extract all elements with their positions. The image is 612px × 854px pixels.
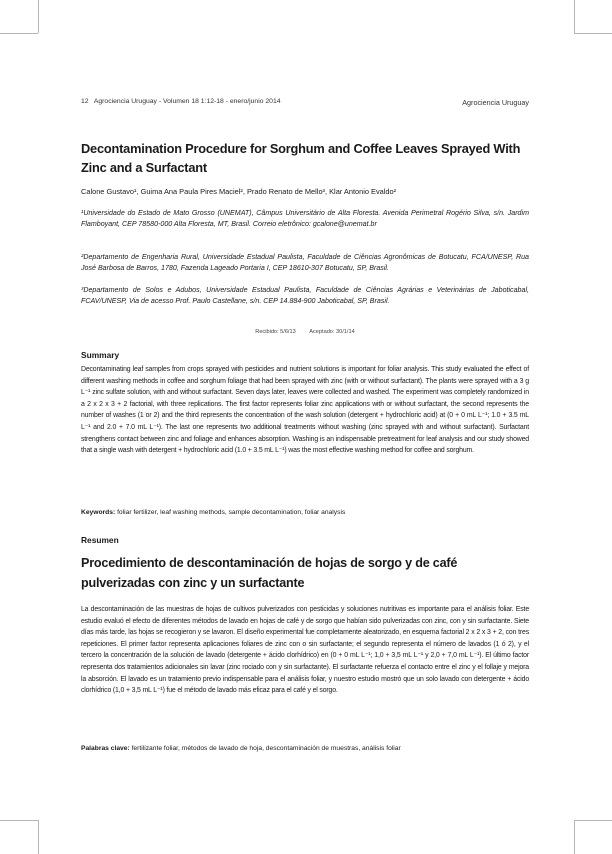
palabras-clave-line (81, 745, 529, 752)
palabras-clave-text: fertilizante foliar, métodos de lavado de hoja, descontaminación de muestras, análisis foliar (131, 745, 401, 752)
keywords-line (81, 509, 529, 516)
affiliation-2: ²Departamento de Engenharia Rural, Universidade Estadual Paulista, Faculdade de Ciências Agronômicas de Botucatu, FCA/UNESP, Rua José Barbosa de Barros, 1780, Fazenda Lageado Portaria I, CEP 18610-307 Botucatu, SP, Brasil. (81, 253, 529, 272)
publication-dates (81, 329, 529, 335)
accepted-date: Aceptado: 30/1/14 (309, 329, 355, 335)
resumen-text: La descontaminación de las muestras de hojas de cultivos pulverizados con pesticidas y soluciones nutritivas es importante para el análisis foliar. Este estudio evaluó el efecto de diferentes métodos de lavado en hojas de café y de sorgo que habían sido pulverizadas con zinc, con y sin surfactante. Siete días más tarde, las hojas se recogieron y se lavaron. El diseño experimental fue completamente aleatorizado, en esquema factorial 2 x 2 x 3 + 2, con tres repeticiones. El primer factor representa aplicaciones foliares de zinc con o sin surfactante; el segundo representa el número de lavados (1 ó 2), y el tercero la concentración de la solución de lavado (detergente + ácido clorhídrico) en (0 + 0 mL L⁻¹; 1,0 + 3,5 mL L⁻¹ y 2,0 + 7,0 mL L⁻¹). El último factor representa dos tratamientos adicionales sin lavar (zinc rociado con y sin surfactante). El surfactante refuerza el contacto entre el zinc y el follaje y mejora la absorción. El lavado es un tratamiento previo indispensable para el análisis foliar, y nuestro estudio mostró que un solo lavado con detergente + ácido clorhídrico (1,0 + 3,5 mL L⁻¹) fue el método de lavado más eficaz para el café y el sorgo. (81, 606, 529, 695)
crop-mark-bottom-right-h (574, 820, 612, 821)
crop-mark-top-left-h (0, 33, 38, 34)
paper-title: Decontamination Procedure for Sorghum and Coffee Leaves Sprayed With Zinc and a Surfactant (81, 141, 521, 175)
crop-mark-bottom-left-h (0, 820, 38, 821)
resumen-heading: Resumen (81, 535, 119, 545)
summary-text: Decontaminating leaf samples from crops sprayed with pesticides and nutrient solutions is important for foliar analysis. This study evaluated the effect of different washing methods in coffee and sorghum foliage that had been sprayed with zinc (with or without surfactant). The plants were sprayed with a 3 g L⁻¹ zinc sulfate solution, with and without surfactant. Seven days later, leaves were collected and washed. The experiment was completely randomized in a 2 x 2 x 3 + 2 factorial, with three replications. The first factor represents foliar zinc applications with or without surfactant, the second represents the number of washes (1 or 2) and the third represents the concentration of the wash solution (detergent + hydrochloric acid) at (0 + 0 mL L⁻¹; 1.0 + 3.5 mL L⁻¹ and 2.0 + 7.0 mL L⁻¹). The last one represents two additional treatments without washing (zinc sprayed with and without surfactant). Surfactant strengthens contact between zinc and foliage and enhances absorption. Washing is an indispensable pretreatment for leaf analysis and our study showed that a single wash with detergent + hydrochloric acid (1.0 + 3.5 mL L⁻¹) was the most effective washing method for coffee and sorghum. (81, 366, 529, 455)
resumen-title: Procedimiento de descontaminación de hojas de sorgo y de café pulverizadas con zinc y un surfactante (81, 556, 458, 590)
palabras-clave-label: Palabras clave: (81, 745, 130, 752)
affiliation-1: ¹Universidade do Estado de Mato Grosso (UNEMAT), Câmpus Universitário de Alta Floresta. Avenida Perimetral Rogério Silva, s/n. Jardim Flamboyant, CEP 78580-000 Alta Floresta, MT, Brasil. Correio eletrônico: gcalone@unemat.br (81, 209, 529, 228)
crop-mark-bottom-left-v (38, 820, 39, 854)
crop-mark-top-right-h (574, 33, 612, 34)
keywords-text: foliar fertilizer, leaf washing methods, sample decontamination, foliar analysis (117, 509, 346, 516)
author-list: Calone Gustavo¹, Guima Ana Paula Pires Maciel², Prado Renato de Mello³, Klar Antonio Evaldo² (81, 187, 397, 196)
affiliation-3: ³Departamento de Solos e Adubos, Universidade Estadual Paulista, Faculdade de Ciências Agrárias e Veterinárias de Jaboticabal, FCAV/UNESP, Via de acesso Prof. Paulo Castellane, s/n. CEP 14.884-900 Jaboticabal, SP, Brasil. (81, 286, 529, 305)
running-header-left (81, 98, 281, 105)
crop-mark-top-right-v (574, 0, 575, 33)
journal-name: Agrociencia Uruguay (462, 98, 529, 107)
journal-citation: Agrociencia Uruguay - Volumen 18 1:12-18 - enero/junio 2014 (93, 98, 281, 105)
crop-mark-bottom-right-v (574, 820, 575, 854)
keywords-label: Keywords: (81, 509, 116, 516)
page-number: 12 (81, 98, 89, 105)
crop-mark-top-left-v (38, 0, 39, 33)
summary-heading: Summary (81, 350, 120, 360)
received-date: Recibido: 5/6/13 (255, 329, 296, 335)
